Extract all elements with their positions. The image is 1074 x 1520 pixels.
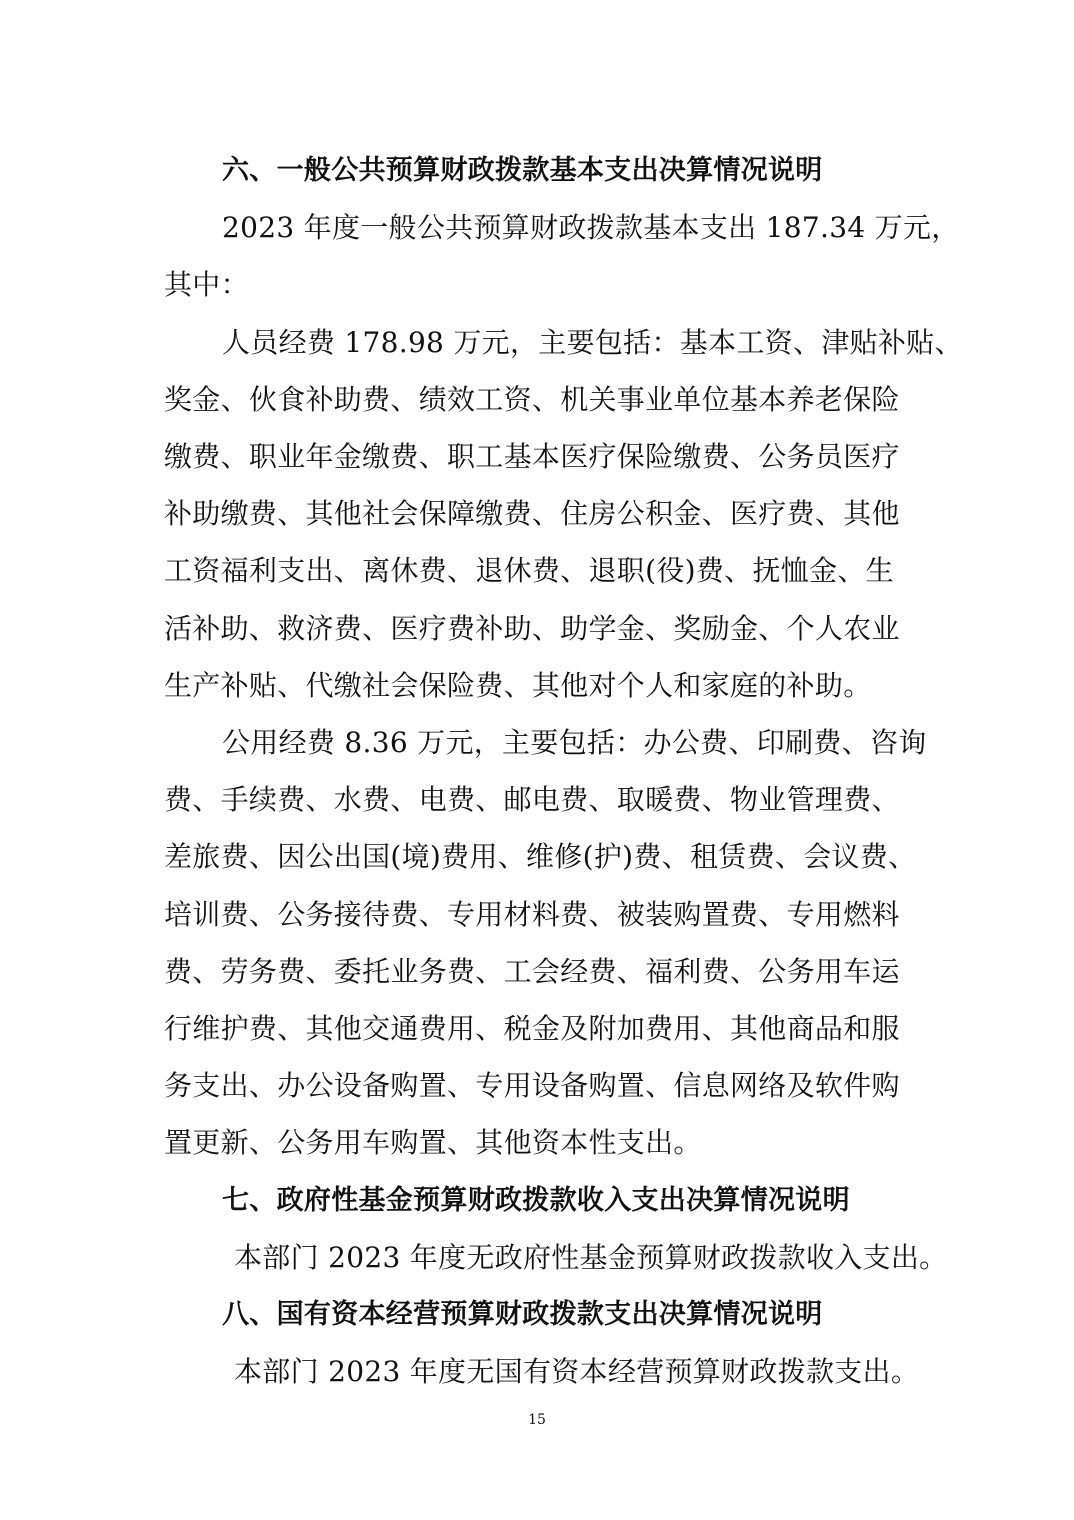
- personnel-line-6: 活补助、救济费、医疗费补助、助学金、奖励金、个人农业: [164, 611, 900, 645]
- public-line-1: 公用经费 8.36 万元，主要包括：办公费、印刷费、咨询: [222, 726, 927, 760]
- personnel-line-7: 生产补贴、代缴社会保险费、其他对个人和家庭的补助。: [164, 668, 872, 702]
- section-8-text: 本部门 2023 年度无国有资本经营预算财政拨款支出。: [234, 1355, 920, 1389]
- personnel-line-3: 缴费、职业年金缴费、职工基本医疗保险缴费、公务员医疗: [164, 440, 900, 474]
- section-7-heading: 七、政府性基金预算财政拨款收入支出决算情况说明: [222, 1184, 850, 1216]
- personnel-line-5: 工资福利支出、离休费、退休费、退职(役)费、抚恤金、生: [164, 554, 894, 588]
- public-line-3: 差旅费、因公出国(境)费用、维修(护)费、租赁费、会议费、: [164, 840, 917, 874]
- section-6-line-2: 其中：: [164, 268, 249, 302]
- personnel-line-1: 人员经费 178.98 万元，主要包括：基本工资、津贴补贴、: [222, 325, 963, 359]
- public-line-8: 置更新、公务用车购置、其他资本性支出。: [164, 1126, 702, 1160]
- public-line-2: 费、手续费、水费、电费、邮电费、取暖费、物业管理费、: [164, 783, 900, 817]
- section-6-heading: 六、一般公共预算财政拨款基本支出决算情况说明: [222, 155, 823, 186]
- section-6-line-1: 2023 年度一般公共预算财政拨款基本支出 187.34 万元，: [222, 211, 960, 245]
- section-8-heading: 八、国有资本经营预算财政拨款支出决算情况说明: [222, 1299, 823, 1331]
- public-line-6: 行维护费、其他交通费用、税金及附加费用、其他商品和服: [164, 1012, 900, 1046]
- personnel-line-2: 奖金、伙食补助费、绩效工资、机关事业单位基本养老保险: [164, 382, 900, 416]
- page-number: 15: [528, 1412, 546, 1428]
- public-line-7: 务支出、办公设备购置、专用设备购置、信息网络及软件购: [164, 1069, 900, 1103]
- public-line-4: 培训费、公务接待费、专用材料费、被装购置费、专用燃料: [164, 897, 900, 931]
- section-7-text: 本部门 2023 年度无政府性基金预算财政拨款收入支出。: [234, 1240, 948, 1274]
- public-line-5: 费、劳务费、委托业务费、工会经费、福利费、公务用车运: [164, 954, 900, 988]
- personnel-line-4: 补助缴费、其他社会保障缴费、住房公积金、医疗费、其他: [164, 497, 900, 531]
